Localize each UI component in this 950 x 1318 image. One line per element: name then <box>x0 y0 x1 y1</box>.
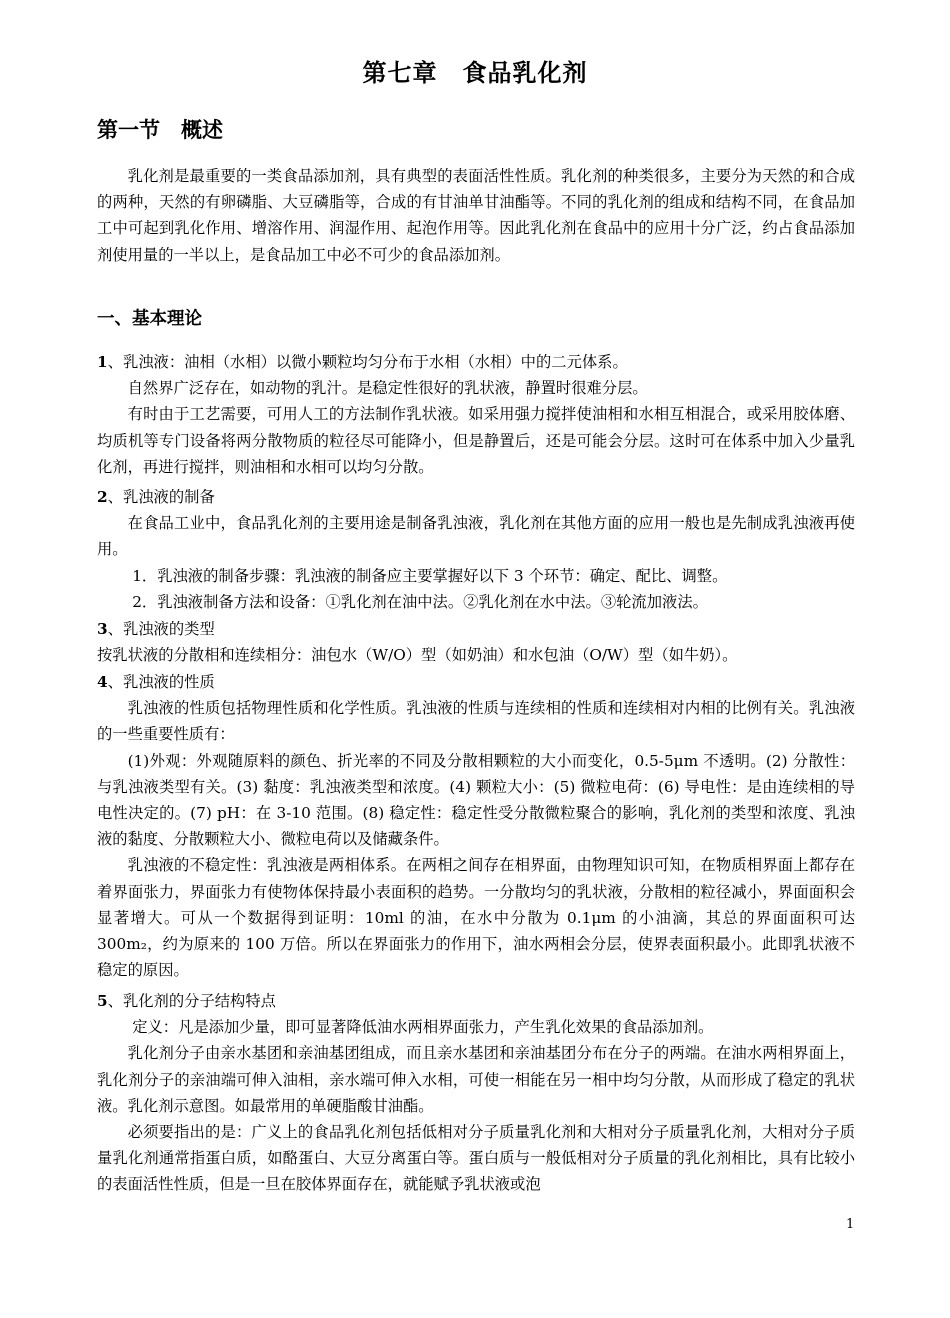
item-heading <box>97 484 855 510</box>
item-paragraph: (1)外观：外观随原料的颜色、折光率的不同及分散相颗粒的大小而变化，0.5-5μm 不透明。(2) 分散性：与乳浊液类型有关。(3) 黏度：乳浊液类型和浓度。(4) 颗粒大小：(5) 微粒电荷：(6) 导电性：是由连续相的导电性决定的。(7) pH：在 3-10 范围。(8) 稳定性：稳定性受分散微粒聚合的影响，乳化剂的类型和浓度、乳浊液的黏度、分散颗粒大小、微粒电荷以及储藏条件。 <box>97 751 855 849</box>
item-paragraph: 乳浊液的不稳定性：乳浊液是两相体系。在两相之间存在相界面，由物理知识可知，在物质相界面上都存在着界面张力，界面张力有使物体保持最小表面积的趋势。一分散均匀的乳状液，分散相的粒径减小，界面面积会显著增大。可从一个数据得到证明：10ml 的油，在水中分散为 0.1μm 的小油滴，其总的界面面积可达 300m₂，约为原来的 100 万倍。所以在界面张力的作用下，油水两相会分层，使界表面积最小。此即乳状液不稳定的原因。 <box>97 856 855 980</box>
page-number: 1 <box>846 1217 855 1232</box>
intro-block <box>97 163 855 268</box>
item-paragraph: 有时由于工艺需要，可用人工的方法制作乳状液。如采用强力搅拌使油相和水相互相混合，或采用胶体磨、均质机等专门设备将两分散物质的粒径尽可能降小，但是静置后，还是可能会分层。这时可在体系中加入少量乳化剂，再进行搅拌，则油相和水相可以均匀分散。 <box>97 405 855 476</box>
item-paragraph: 必须要指出的是：广义上的食品乳化剂包括低相对分子质量乳化剂和大相对分子质量乳化剂，大相对分子质量乳化剂通常指蛋白质，如酪蛋白、大豆分离蛋白等。蛋白质与一般低相对分子质量的乳化剂相比，具有比较小的表面活性性质，但是一旦在胶体界面存在，就能赋予乳状液或泡 <box>97 1123 855 1194</box>
item-heading-text: 、乳化剂的分子结构特点 <box>107 992 276 1010</box>
item-heading-text: 、乳浊液的制备 <box>107 488 215 506</box>
item-paragraph: 按乳状液的分散相和连续相分：油包水（W/O）型（如奶油）和水包油（O/W）型（如牛奶）。 <box>97 646 738 665</box>
item-paragraph: 2．乳浊液制备方法和设备：①乳化剂在油中法。②乳化剂在水中法。③轮流加液法。 <box>132 592 708 611</box>
item-paragraph: 乳浊液的性质包括物理性质和化学性质。乳浊液的性质与连续相的性质和连续相对内相的比例有关。乳浊液的一些重要性质有： <box>97 699 855 744</box>
item-4-block <box>97 669 855 983</box>
item-paragraph: 在食品工业中，食品乳化剂的主要用途是制备乳浊液，乳化剂在其他方面的应用一般也是先制成乳浊液再使用。 <box>97 514 855 559</box>
item-paragraph: 乳化剂分子由亲水基团和亲油基团组成，而且亲水基团和亲油基团分布在分子的两端。在油水两相界面上，乳化剂分子的亲油端可伸入油相，亲水端可伸入水相，可使一相能在另一相中均匀分散，从而形成了稳定的乳状液。乳化剂示意图。如最常用的单硬脂酸甘油酯。 <box>97 1044 855 1115</box>
item-paragraph: 自然界广泛存在，如动物的乳汁。是稳定性很好的乳状液，静置时很难分层。 <box>127 379 648 398</box>
item-heading <box>97 616 855 642</box>
subsection-title: 一、基本理论 <box>97 309 202 329</box>
chapter-title: 第七章 食品乳化剂 <box>362 59 588 87</box>
item-2-block <box>97 484 855 615</box>
item-paragraph: 1．乳浊液的制备步骤：乳浊液的制备应主要掌握好以下 3 个环节：确定、配比、调整。 <box>132 566 728 585</box>
item-number: 5 <box>97 992 108 1010</box>
item-heading-text: 、乳浊液的类型 <box>107 620 215 638</box>
intro-paragraph: 乳化剂是最重要的一类食品添加剂，具有典型的表面活性性质。乳化剂的种类很多，主要分为天然的和合成的两种，天然的有卵磷脂、大豆磷脂等，合成的有甘油单甘油酯等。不同的乳化剂的组成和结构不同，在食品加工中可起到乳化作用、增溶作用、润湿作用、起泡作用等。因此乳化剂在食品中的应用十分广泛，约占食品添加剂使用量的一半以上，是食品加工中必不可少的食品添加剂。 <box>97 167 855 264</box>
item-5-block <box>97 988 855 1198</box>
item-1-block <box>97 349 855 480</box>
item-3-block <box>97 616 855 668</box>
item-heading-text: 、乳浊液的性质 <box>107 673 215 691</box>
item-heading-text: 、乳浊液：油相（水相）以微小颗粒均匀分布于水相（水相）中的二元体系。 <box>107 353 628 371</box>
item-heading <box>97 349 855 375</box>
item-number: 3 <box>97 620 108 638</box>
item-heading <box>97 988 855 1014</box>
item-paragraph: 定义：凡是添加少量，即可显著降低油水两相界面张力，产生乳化效果的食品添加剂。 <box>132 1018 714 1037</box>
item-number: 4 <box>97 673 108 691</box>
item-number: 2 <box>97 488 108 506</box>
item-heading <box>97 669 855 695</box>
section-title: 第一节 概述 <box>97 118 223 142</box>
item-number: 1 <box>97 353 108 371</box>
